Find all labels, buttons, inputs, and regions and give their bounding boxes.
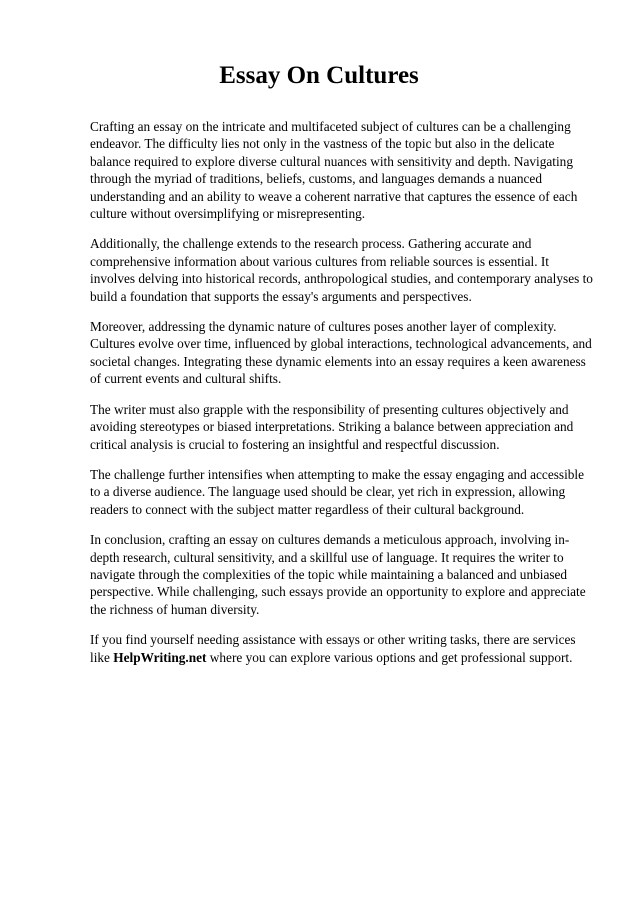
paragraph-5: The challenge further intensifies when attempting to make the essay engaging and accessible to a diverse audience. The language used should be clear, yet rich in expression, allowing readers to connect with the subject matter regardless of their cultural background.: [90, 466, 585, 517]
document-title: Essay On Cultures: [219, 62, 419, 89]
paragraph-6: In conclusion, crafting an essay on cultures demands a meticulous approach, involving in-depth research, cultural sensitivity, and a skillful use of language. It requires the writer to navigate through the complexities of the topic while maintaining a balanced and unbiased perspective. While challenging, such essays provide an opportunity to explore and appreciate the richness of human diversity.: [90, 532, 586, 617]
closing-paragraph: [90, 631, 595, 666]
closing-text-after: where you can explore various options and get professional support.: [206, 649, 573, 665]
paragraph-2: Additionally, the challenge extends to the research process. Gathering accurate and comprehensive information about various cultures from reliable sources is essential. It involves delving into historical records, anthropological studies, and contemporary analyses to build a foundation that supports the essay's arguments and perspectives.: [90, 236, 593, 304]
closing-text-before: If you find yourself needing assistance with essays or other writing tasks, there are services like: [90, 632, 576, 665]
paragraph-3: Moreover, addressing the dynamic nature of cultures poses another layer of complexity. Cultures evolve over time, influenced by global interactions, technological advancements, and societal changes. Integrating these dynamic elements into an essay requires a keen awareness of current events and cultural shifts.: [90, 319, 592, 387]
paragraph-1: Crafting an essay on the intricate and multifaceted subject of cultures can be a challenging endeavor. The difficulty lies not only in the vastness of the topic but also in the delicate balance required to explore diverse cultural nuances with sensitivity and depth. Navigating through the myriad of traditions, beliefs, customs, and languages demands a nuanced understanding and an ability to weave a coherent narrative that captures the essence of each culture without oversimplifying or misrepresenting.: [90, 119, 578, 222]
document-body: [90, 118, 595, 679]
paragraph-4: The writer must also grapple with the responsibility of presenting cultures objectively and avoiding stereotypes or biased interpretations. Striking a balance between appreciation and critical analysis is crucial to fostering an insightful and respectful discussion.: [90, 401, 574, 452]
helpwriting-link[interactable]: HelpWriting.net: [113, 649, 207, 665]
